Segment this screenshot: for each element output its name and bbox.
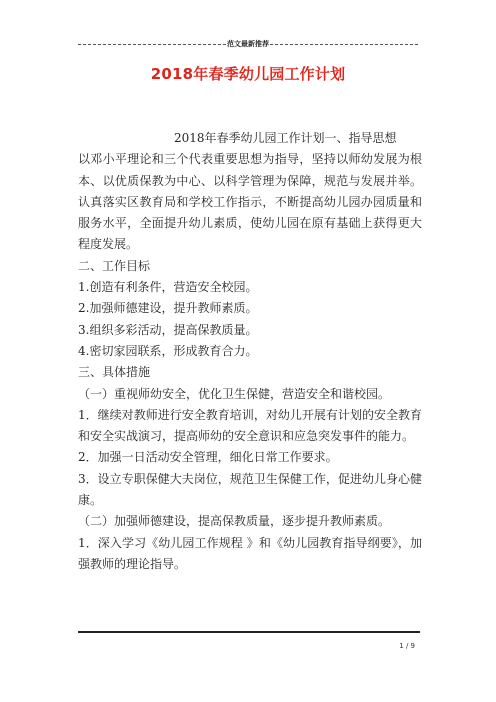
body-paragraph: 以邓小平理论和三个代表重要思想为指导，坚持以师幼发展为根本、以优质保教为中心、以科学管理为保障，规范与发展并举。认真落实区教育局和学校工作指示，不断提高幼儿园办园质量和服务水平，全面提升幼儿素质，使幼儿园在原有基础上获得更大程度发展。	[78, 152, 422, 252]
section-heading-measures: 三、具体措施	[78, 365, 151, 380]
goal-item: 2.加强师德建设，提升教师素质。	[78, 301, 258, 316]
header-label: 范文最新推荐	[227, 40, 269, 48]
footer-rule	[78, 631, 420, 633]
header-dash-right	[270, 44, 418, 45]
goal-item: 3.组织多彩活动，提高保教质量。	[78, 322, 258, 337]
subsection-heading: （二）加强师德建设，提高保教质量，逐步提升教师素质。	[78, 514, 391, 529]
page-number: 1 / 9	[399, 642, 415, 650]
section-heading-goals: 二、工作目标	[78, 258, 151, 273]
measure-item: 1．深入学习《幼儿园工作规程 》和《幼儿园教育指导纲要》，加强教师的理论指导。	[78, 535, 422, 571]
header-rule	[78, 38, 418, 50]
measure-item: 1．继续对教师进行安全教育培训，对幼儿开展有计划的安全教育和安全实战演习，提高师幼的安全意识和应急突发事件的能力。	[78, 407, 422, 444]
goal-item: 1.创造有利条件，营造安全校园。	[78, 280, 258, 295]
subsection-heading: （一）重视师幼安全，优化卫生保健，营造安全和谐校园。	[78, 386, 391, 401]
document-title: 2018年春季幼儿园工作计划	[150, 65, 346, 83]
goal-item: 4.密切家园联系，形成教育合力。	[78, 343, 258, 358]
document-body	[78, 128, 422, 575]
measure-item: 2．加强一日活动安全管理，细化日常工作要求。	[78, 450, 338, 465]
measure-item: 3．设立专职保健大夫岗位，规范卫生保健工作，促进幼儿身心健康。	[78, 471, 422, 508]
header-dash-left	[78, 44, 226, 45]
intro-line: 2018年春季幼儿园工作计划一、指导思想	[174, 131, 397, 145]
